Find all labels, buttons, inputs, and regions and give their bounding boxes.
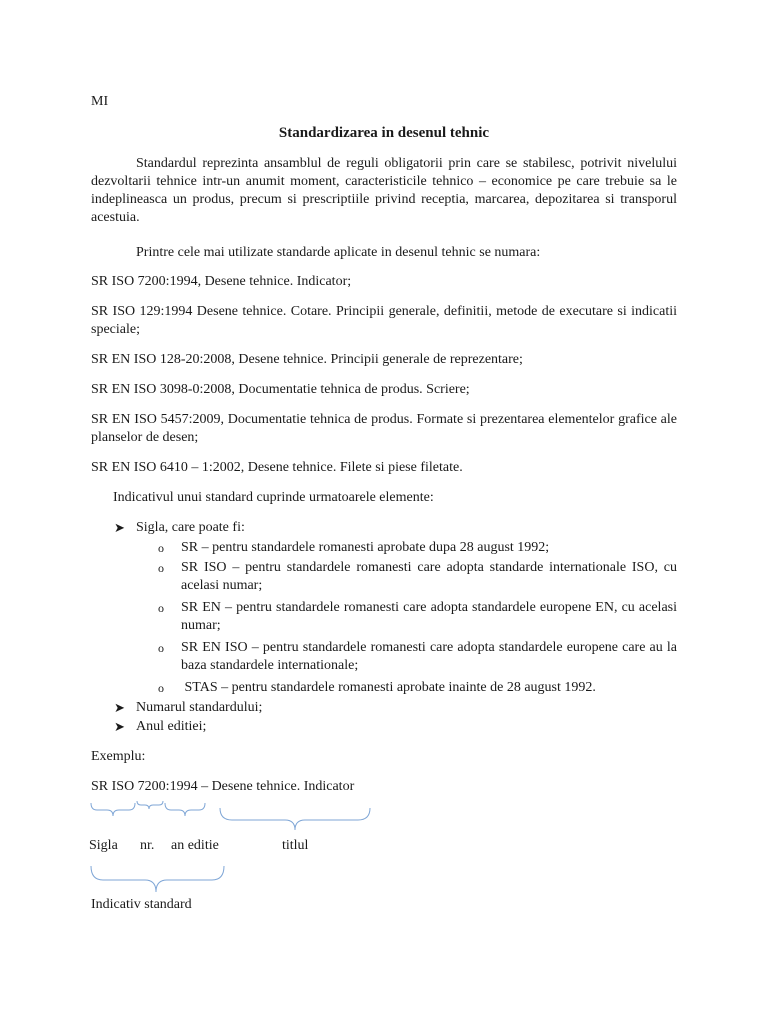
sigla-item: STAS – pentru standardele romanesti aprobate inainte de 28 august 1992. (181, 680, 596, 695)
example-code: SR ISO 7200:1994 – Desene tehnice. Indicator (91, 779, 355, 794)
standard-item: SR EN ISO 3098-0:2008, Documentatie tehnica de produs. Scriere; (91, 382, 470, 397)
label-indicativ-standard: Indicativ standard (91, 897, 192, 912)
circle-bullet-icon: o (158, 601, 164, 615)
circle-bullet-icon: o (158, 561, 164, 575)
page-title: Standardizarea in desenul tehnic (278, 125, 490, 141)
label-an-editie: an editie (171, 838, 219, 853)
sigla-item: SR ISO – pentru standardele romanesti care adopta standarde internationale ISO, cu acelasi numar; (181, 560, 677, 593)
arrow-bullet-icon: ➤ (114, 719, 125, 734)
circle-bullet-icon: o (158, 681, 164, 695)
standard-item: SR EN ISO 5457:2009, Documentatie tehnica de produs. Formate si prezentarea elementelor grafice ale planselor de desen; (91, 412, 677, 445)
example-label: Exemplu: (91, 749, 146, 764)
list-intro: Printre cele mai utilizate standarde aplicate in desenul tehnic se numara: (136, 245, 541, 260)
brace-sigla-iso (137, 801, 163, 809)
header-initials: MI (91, 94, 109, 109)
label-nr: nr. (140, 838, 155, 853)
bullet-numar: Numarul standardului; (136, 700, 263, 715)
sigla-item: SR – pentru standardele romanesti aprobate dupa 28 august 1992; (181, 540, 550, 555)
circle-bullet-icon: o (158, 541, 164, 555)
bullet-sigla: Sigla, care poate fi: (136, 520, 245, 535)
arrow-bullet-icon: ➤ (114, 700, 125, 715)
bullet-an: Anul editiei; (136, 719, 207, 734)
circle-bullet-icon: o (158, 641, 164, 655)
sigla-item: SR EN ISO – pentru standardele romanesti care adopta standardele europene care au la baza standardele internationale; (181, 640, 677, 673)
standard-item: SR ISO 129:1994 Desene tehnice. Cotare. Principii generale, definitii, metode de executare si indicatii speciale; (91, 304, 677, 337)
standard-item: SR EN ISO 128-20:2008, Desene tehnice. Principii generale de reprezentare; (91, 352, 523, 367)
intro-paragraph: Standardul reprezinta ansamblul de reguli obligatorii prin care se stabilesc, potrivit nivelului dezvoltarii tehnice intr-un anumit moment, caracteristicile tehnico – economice pe care trebuie sa le indeplineasca un produs, precum si prescriptiile privind receptia, marcarea, depozitarea si transporul acestuia. (91, 156, 677, 225)
standard-item: SR EN ISO 6410 – 1:2002, Desene tehnice. Filete si piese filetate. (91, 460, 463, 475)
label-titlul: titlul (282, 838, 309, 853)
brace-indicativ (91, 866, 224, 892)
label-sigla: Sigla (89, 838, 118, 853)
sigla-item: SR EN – pentru standardele romanesti care adopta standardele europene EN, cu acelasi numar; (181, 600, 677, 633)
brace-titlul (220, 808, 370, 830)
brace-sigla-sr (91, 803, 135, 816)
indicativ-intro: Indicativul unui standard cuprinde urmatoarele elemente: (113, 490, 434, 505)
arrow-bullet-icon: ➤ (114, 520, 125, 535)
standard-item: SR ISO 7200:1994, Desene tehnice. Indicator; (91, 274, 352, 289)
